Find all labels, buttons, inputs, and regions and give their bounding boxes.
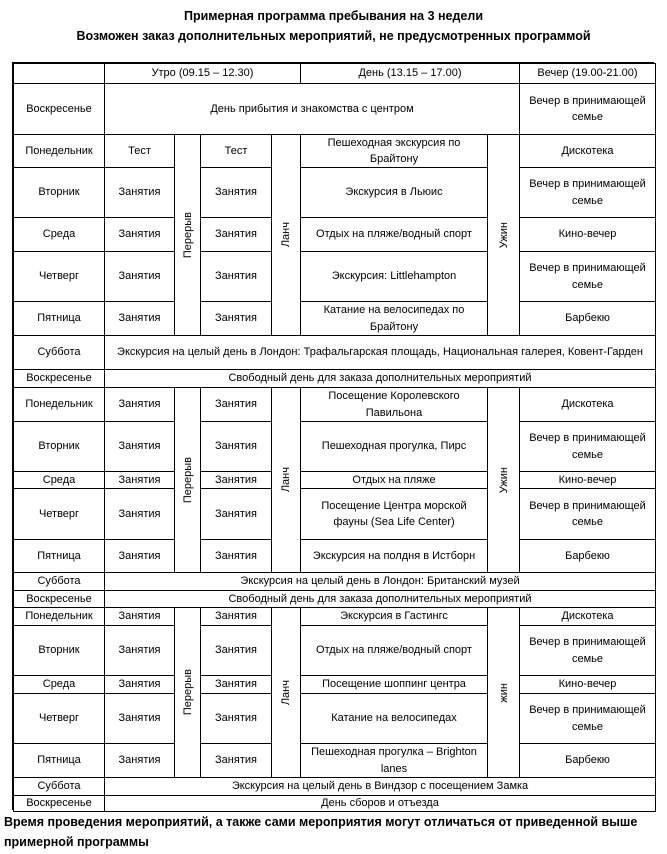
- day-name: [13, 387, 105, 422]
- evening-activity-text: Дискотека: [561, 144, 614, 157]
- day-name-text: Среда: [42, 228, 76, 241]
- day-name-text: Пятница: [37, 754, 81, 767]
- evening-activity: [519, 421, 656, 472]
- break-column-text: Перерыв: [181, 211, 194, 259]
- dinner-column-text: жин: [497, 682, 510, 703]
- morning-session-2-text: Занятия: [215, 678, 257, 691]
- morning-session-2-text: Занятия: [215, 644, 257, 657]
- evening-activity: [519, 251, 656, 302]
- day-saturday-text: Суббота: [37, 346, 81, 359]
- afternoon-activity: [300, 167, 488, 218]
- evening-activity: [519, 693, 656, 744]
- evening-activity-text: Вечер в принимающей семье: [529, 636, 646, 665]
- morning-session-2-text: Занятия: [215, 186, 257, 199]
- day-departure-text: Воскресенье: [26, 797, 92, 810]
- lunch-column: [271, 387, 301, 573]
- morning-session-1-text: Занятия: [118, 440, 161, 453]
- morning-session-2: [200, 471, 272, 489]
- header-evening-text: Вечер (19.00-21.00): [537, 67, 638, 80]
- morning-session-1: [104, 693, 175, 744]
- lunch-column: [271, 607, 301, 778]
- evening-activity-text: Кино-вечер: [558, 678, 617, 691]
- saturday-excursion: [104, 777, 656, 796]
- morning-session-1: [104, 134, 175, 168]
- evening-activity-text: Барбекю: [565, 754, 610, 767]
- footer-note: Время проведения мероприятий, а также сами мероприятия могут отличаться от приведенной выше примерной программы: [4, 815, 638, 849]
- afternoon-activity-text: Посещение Королевского Павильона: [328, 390, 460, 419]
- afternoon-activity: [300, 743, 488, 778]
- morning-session-1-text: Занятия: [118, 473, 161, 486]
- afternoon-activity-text: Экскурсия: Littlehampton: [331, 270, 457, 283]
- header-evening: [519, 63, 656, 84]
- evening-activity: [519, 471, 656, 489]
- morning-session-1: [104, 539, 175, 573]
- afternoon-activity-text: Отдых на пляже/водный спорт: [316, 228, 472, 241]
- afternoon-activity-text: Экскурсия в Гастингс: [340, 610, 448, 623]
- break-column: [174, 387, 201, 573]
- morning-session-1-text: Занятия: [118, 398, 161, 411]
- day-sunday-text: Воскресенье: [26, 102, 92, 115]
- morning-session-1: [104, 625, 175, 676]
- morning-session-2-text: Занятия: [215, 228, 257, 241]
- day-name: [13, 134, 105, 168]
- day-saturday: [13, 777, 105, 796]
- day-name-text: Четверг: [38, 270, 80, 283]
- afternoon-activity: [300, 134, 488, 168]
- day-sunday: [13, 369, 105, 388]
- evening-activity-text: Вечер в принимающей семье: [529, 499, 646, 528]
- morning-session-1: [104, 421, 175, 472]
- morning-session-2-text: Занятия: [215, 270, 257, 283]
- morning-session-1: [104, 387, 175, 422]
- document-subtitle: Возможен заказ дополнительных мероприятий, не предусмотренных программой: [76, 29, 591, 43]
- afternoon-activity: [300, 217, 488, 252]
- morning-session-1-text: Занятия: [118, 678, 161, 691]
- sunday-program-text: Свободный день для заказа дополнительных мероприятий: [228, 592, 532, 605]
- sunday-program: [104, 590, 656, 608]
- break-column: [174, 607, 201, 778]
- morning-session-1-text: Занятия: [118, 312, 161, 325]
- day-name: [13, 217, 105, 252]
- afternoon-activity-text: Катание на велосипедах: [331, 712, 457, 725]
- morning-session-2-text: Занятия: [215, 712, 257, 725]
- evening-activity: [519, 539, 656, 573]
- morning-session-2: [200, 251, 272, 302]
- dinner-column-text: Ужин: [497, 466, 510, 494]
- break-column-text: Перерыв: [181, 456, 194, 504]
- break-column: [174, 134, 201, 336]
- evening-activity: [519, 301, 656, 336]
- day-sunday-text: Воскресенье: [26, 372, 92, 385]
- morning-session-2: [200, 743, 272, 778]
- dinner-column: [487, 134, 520, 336]
- evening-activity: [519, 167, 656, 218]
- morning-session-2: [200, 693, 272, 744]
- morning-session-2-text: Занятия: [215, 754, 257, 767]
- morning-session-2: [200, 625, 272, 676]
- evening-activity: [519, 217, 656, 252]
- morning-session-2: [200, 217, 272, 252]
- sunday-program-text: День прибытия и знакомства с центром: [210, 102, 414, 115]
- morning-session-1: [104, 167, 175, 218]
- day-name: [13, 693, 105, 744]
- day-name: [13, 539, 105, 573]
- day-name-text: Вторник: [38, 644, 80, 657]
- schedule-table: [12, 62, 654, 810]
- lunch-column-text: Ланч: [280, 679, 292, 706]
- day-sunday-text: Воскресенье: [26, 592, 92, 605]
- departure-text: [104, 795, 656, 812]
- sunday-program: [104, 369, 656, 388]
- day-name-text: Вторник: [38, 440, 80, 453]
- morning-session-2: [200, 488, 272, 540]
- day-name-text: Четверг: [38, 507, 80, 520]
- afternoon-activity-text: Посещение Центра морской фауны (Sea Life Center): [321, 499, 467, 528]
- afternoon-activity-text: Экскурсия на полдня в Истборн: [312, 549, 476, 562]
- morning-session-1: [104, 743, 175, 778]
- afternoon-activity: [300, 301, 488, 336]
- morning-session-2: [200, 387, 272, 422]
- sunday-program: [104, 83, 520, 135]
- evening-activity-text: Барбекю: [565, 549, 610, 562]
- morning-session-2-text: Занятия: [215, 440, 257, 453]
- document-title: Примерная программа пребывания на 3 недели: [183, 9, 484, 23]
- day-saturday-text: Суббота: [37, 575, 81, 588]
- day-name: [13, 421, 105, 472]
- sunday-program-text: Свободный день для заказа дополнительных мероприятий: [228, 372, 532, 385]
- afternoon-activity: [300, 625, 488, 676]
- day-name-text: Пятница: [37, 549, 81, 562]
- day-name-text: Среда: [42, 678, 76, 691]
- evening-activity-text: Дискотека: [561, 610, 614, 623]
- saturday-excursion-text: Экскурсия на целый день в Лондон: Трафальгарская площадь, Национальная галерея, Ковент-Гарден: [117, 346, 643, 359]
- afternoon-activity: [300, 251, 488, 302]
- morning-session-1: [104, 488, 175, 540]
- morning-session-1: [104, 607, 175, 626]
- header-empty-cell: [13, 63, 105, 84]
- evening-activity: [519, 387, 656, 422]
- day-name-text: Пятница: [37, 312, 81, 325]
- afternoon-activity-text: Посещение шоппинг центра: [322, 678, 466, 691]
- afternoon-activity: [300, 675, 488, 694]
- afternoon-activity: [300, 488, 488, 540]
- evening-activity-text: Вечер в принимающей семье: [529, 262, 646, 291]
- afternoon-activity-text: Пешеходная прогулка – Brighton lanes: [311, 746, 477, 775]
- header-morning-text: Утро (09.15 – 12.30): [151, 67, 254, 80]
- morning-session-2-text: Занятия: [215, 507, 257, 520]
- morning-session-2-text: Занятия: [215, 549, 257, 562]
- evening-activity-text: Кино-вечер: [558, 228, 617, 241]
- morning-session-2: [200, 167, 272, 218]
- evening-activity: [519, 488, 656, 540]
- day-name: [13, 301, 105, 336]
- day-name-text: Среда: [42, 473, 76, 486]
- day-name-text: Четверг: [38, 712, 80, 725]
- afternoon-activity-text: Отдых на пляже/водный спорт: [316, 644, 472, 657]
- morning-session-1-text: Занятия: [118, 644, 161, 657]
- day-name: [13, 471, 105, 489]
- departure-text-text: День сборов и отъезда: [321, 797, 439, 810]
- afternoon-activity-text: Пешеходная экскурсия по Брайтону: [327, 136, 461, 165]
- saturday-excursion-text: Экскурсия на целый день в Лондон: Британский музей: [240, 575, 520, 588]
- morning-session-1-text: Занятия: [118, 610, 161, 623]
- evening-activity: [519, 625, 656, 676]
- evening-activity-text: Барбекю: [565, 312, 610, 325]
- dinner-column: [487, 387, 520, 573]
- header-day-text: День (13.15 – 17.00): [358, 67, 462, 80]
- afternoon-activity: [300, 693, 488, 744]
- day-saturday: [13, 572, 105, 591]
- morning-session-1-text: Занятия: [118, 228, 161, 241]
- lunch-column-text: Ланч: [280, 467, 292, 493]
- morning-session-2-text: Тест: [224, 144, 248, 157]
- day-name: [13, 251, 105, 302]
- evening-activity-text: Вечер в принимающей семье: [529, 178, 646, 207]
- afternoon-activity: [300, 539, 488, 573]
- saturday-excursion-text: Экскурсия на целый день в Виндзор с посещением Замка: [231, 780, 529, 793]
- afternoon-activity-text: Экскурсия в Льюис: [345, 186, 443, 199]
- morning-session-1-text: Занятия: [118, 507, 161, 520]
- day-name: [13, 488, 105, 540]
- day-name-text: Понедельник: [25, 398, 93, 411]
- dinner-column-text: Ужин: [497, 221, 510, 249]
- evening-activity: [519, 743, 656, 778]
- morning-session-1-text: Занятия: [118, 754, 161, 767]
- morning-session-1-text: Занятия: [118, 186, 161, 199]
- evening-activity: [519, 134, 656, 168]
- morning-session-1-text: Занятия: [118, 712, 161, 725]
- afternoon-activity: [300, 421, 488, 472]
- saturday-excursion: [104, 335, 656, 370]
- morning-session-1: [104, 217, 175, 252]
- day-name: [13, 625, 105, 676]
- morning-session-1: [104, 251, 175, 302]
- morning-session-2-text: Занятия: [215, 610, 257, 623]
- evening-activity-text: Вечер в принимающей семье: [529, 432, 646, 461]
- morning-session-2: [200, 607, 272, 626]
- morning-session-1-text: Тест: [128, 144, 151, 157]
- morning-session-2-text: Занятия: [215, 398, 257, 411]
- evening-activity: [519, 675, 656, 694]
- sunday-evening-text: Вечер в принимающей семье: [529, 94, 646, 123]
- morning-session-2-text: Занятия: [215, 473, 257, 486]
- day-name: [13, 167, 105, 218]
- saturday-excursion: [104, 572, 656, 591]
- day-name: [13, 743, 105, 778]
- morning-session-2: [200, 539, 272, 573]
- break-column-text: Перерыв: [181, 669, 194, 716]
- morning-session-2: [200, 301, 272, 336]
- header-day: [300, 63, 520, 84]
- day-name-text: Понедельник: [25, 144, 93, 157]
- afternoon-activity: [300, 471, 488, 489]
- evening-activity-text: Дискотека: [561, 398, 614, 411]
- day-name: [13, 675, 105, 694]
- morning-session-1: [104, 675, 175, 694]
- morning-session-2: [200, 421, 272, 472]
- evening-activity-text: Кино-вечер: [558, 473, 617, 486]
- dinner-column: [487, 607, 520, 778]
- morning-session-2: [200, 675, 272, 694]
- afternoon-activity-text: Отдых на пляже: [352, 473, 436, 486]
- afternoon-activity: [300, 387, 488, 422]
- day-departure: [13, 795, 105, 812]
- header-morning: [104, 63, 301, 84]
- day-saturday: [13, 335, 105, 370]
- day-name: [13, 607, 105, 626]
- morning-session-1: [104, 301, 175, 336]
- evening-activity-text: Вечер в принимающей семье: [529, 704, 646, 733]
- morning-session-2: [200, 134, 272, 168]
- afternoon-activity-text: Пешеходная прогулка, Пирс: [321, 440, 467, 453]
- morning-session-1-text: Занятия: [118, 270, 161, 283]
- afternoon-activity-text: Катание на велосипедах по Брайтону: [323, 304, 465, 333]
- lunch-column: [271, 134, 301, 336]
- day-sunday: [13, 83, 105, 135]
- day-name-text: Понедельник: [25, 610, 93, 623]
- day-saturday-text: Суббота: [37, 780, 81, 793]
- morning-session-2-text: Занятия: [215, 312, 257, 325]
- day-name-text: Вторник: [38, 186, 80, 199]
- afternoon-activity: [300, 607, 488, 626]
- day-sunday: [13, 590, 105, 608]
- lunch-column-text: Ланч: [280, 222, 292, 248]
- sunday-evening: [519, 83, 656, 135]
- evening-activity: [519, 607, 656, 626]
- morning-session-1-text: Занятия: [118, 549, 161, 562]
- morning-session-1: [104, 471, 175, 489]
